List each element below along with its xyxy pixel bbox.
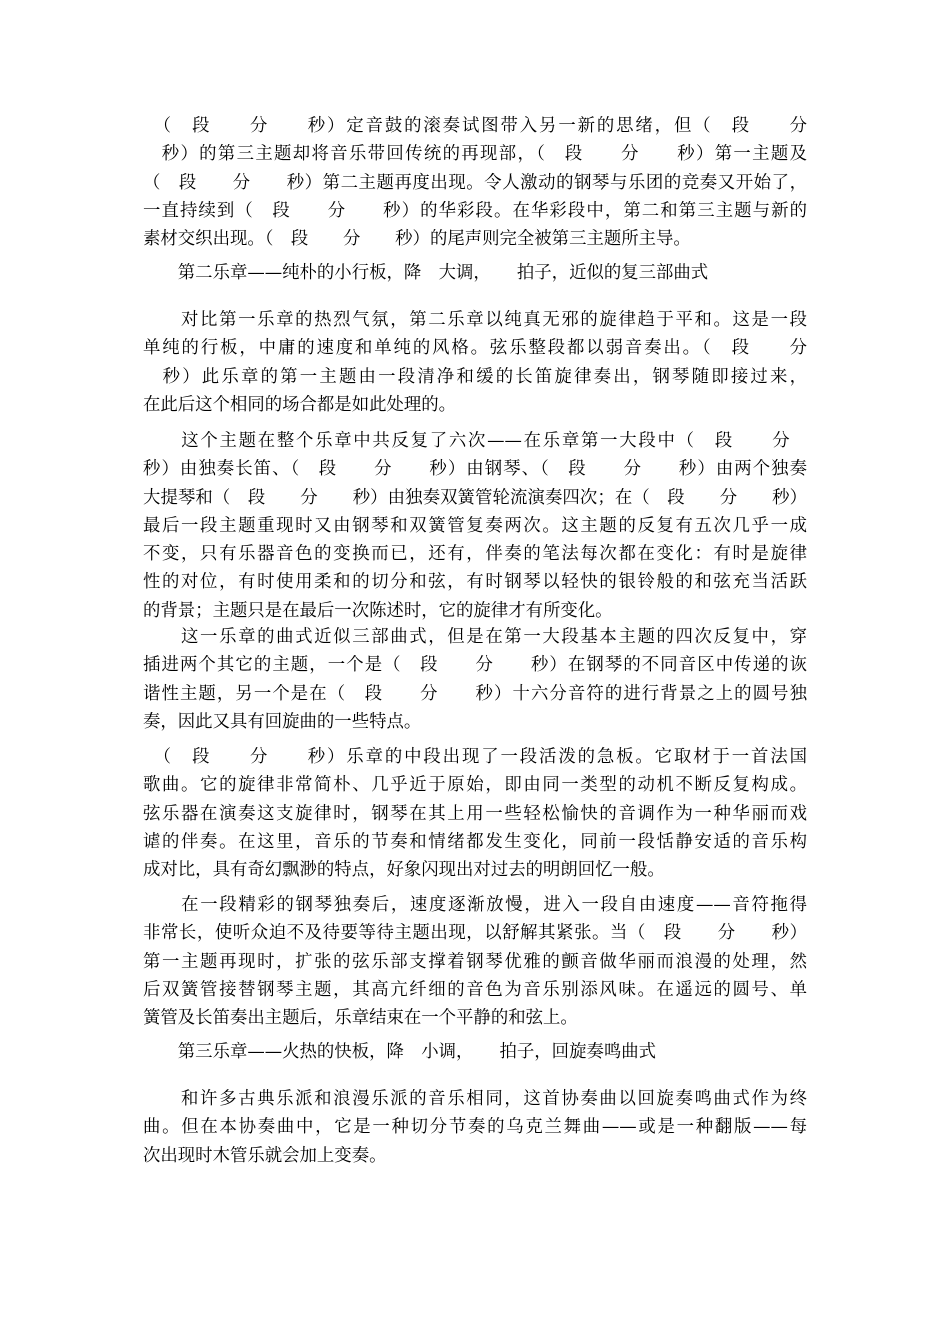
text-line: 素材交织出现。（ 段 分 秒）的尾声则完全被第三主题所主导。	[143, 229, 691, 250]
heading-third-movement	[143, 1038, 807, 1066]
text-line: 弦乐器在演奏这支旋律时，钢琴在其上用一些轻松愉快的音调作为一种华丽而戏	[143, 803, 807, 824]
text-line: 最后一段主题重现时又由钢琴和双簧管复奏两次。这主题的反复有五次几乎一成	[143, 515, 807, 536]
text-line: 和许多古典乐派和浪漫乐派的音乐相同，这首协奏曲以回旋奏鸣曲式作为终	[143, 1089, 807, 1109]
paragraph-theme-repetitions	[143, 427, 807, 625]
text-line: 大提琴和（ 段 分 秒）由独奏双簧管轮流演奏四次；在（ 段 分 秒）	[143, 487, 807, 508]
text-line: 奏，因此又具有回旋曲的一些特点。	[143, 711, 422, 732]
text-line: 非常长，使听众迫不及待要等待主题出现，以舒解其紧张。当（ 段 分 秒）	[143, 923, 807, 944]
text-line: 后双簧管接替钢琴主题，其高亢纤细的音色为音乐别添风味。在遥远的圆号、单	[143, 979, 807, 1000]
paragraph-third-movement-intro	[143, 1085, 807, 1170]
paragraph-piano-solo	[143, 891, 807, 1032]
text-line: 秒）此乐章的第一主题由一段清净和缓的长笛旋律奏出，钢琴随即接过来，	[143, 366, 807, 387]
paragraph-middle-section	[143, 743, 807, 884]
text-line: 曲。但在本协奏曲中，它是一种切分节奏的乌克兰舞曲——或是一种翻版——每	[143, 1117, 807, 1138]
text-line: 的背景；主题只是在最后一次陈述时，它的旋律才有所变化。	[143, 600, 613, 621]
text-line: 这个主题在整个乐章中共反复了六次——在乐章第一大段中（ 段 分	[143, 431, 807, 451]
heading-text: 第二乐章——纯朴的小行板，降 大调， 拍子，近似的复三部曲式	[143, 263, 709, 283]
text-line: （ 段 分 秒）定音鼓的滚奏试图带入另一新的思绪，但（ 段 分	[143, 116, 807, 136]
text-line: 簧管及长笛奏出主题后，乐章结束在一个平静的和弦上。	[143, 1008, 578, 1029]
text-line: （ 段 分 秒）第二主题再度出现。令人激动的钢琴与乐团的竞奏又开始了，	[143, 172, 807, 193]
text-line: （ 段 分 秒）乐章的中段出现了一段活泼的急板。它取材于一首法国	[143, 747, 807, 767]
text-line: 秒）由独奏长笛、（ 段 分 秒）由钢琴、（ 段 分 秒）由两个独奏	[143, 459, 807, 480]
paragraph-first-movement-coda	[143, 112, 807, 253]
text-line: 次出现时木管乐就会加上变奏。	[143, 1145, 387, 1166]
heading-text: 第三乐章——火热的快板，降 小调， 拍子，回旋奏鸣曲式	[143, 1042, 657, 1062]
heading-second-movement	[143, 259, 807, 287]
text-line: 单纯的行板，中庸的速度和单纯的风格。弦乐整段都以弱音奏出。（ 段 分	[143, 338, 807, 359]
text-line: 一直持续到（ 段 分 秒）的华彩段。在华彩段中，第二和第三主题与新的	[143, 200, 807, 221]
text-line: 在一段精彩的钢琴独奏后，速度逐渐放慢，进入一段自由速度——音符拖得	[143, 895, 807, 915]
text-line: 秒）的第三主题却将音乐带回传统的再现部，（ 段 分 秒）第一主题及	[143, 144, 807, 165]
paragraph-second-movement-intro	[143, 306, 807, 419]
text-line: 对比第一乐章的热烈气氛，第二乐章以纯真无邪的旋律趋于平和。这是一段	[143, 310, 807, 330]
text-line: 谑的伴奏。在这里，音乐的节奏和情绪都发生变化，同前一段恬静安适的音乐构	[143, 831, 807, 852]
text-line: 成对比，具有奇幻飘渺的特点，好象闪现出对过去的明朗回忆一般。	[143, 860, 665, 881]
text-line: 第一主题再现时，扩张的弦乐部支撑着钢琴优雅的颤音做华丽而浪漫的处理，然	[143, 951, 807, 972]
text-line: 插进两个其它的主题，一个是（ 段 分 秒）在钢琴的不同音区中传递的诙	[143, 655, 807, 676]
paragraph-form-analysis	[143, 623, 807, 736]
text-line: 这一乐章的曲式近似三部曲式，但是在第一大段基本主题的四次反复中，穿	[143, 627, 807, 647]
text-line: 性的对位，有时使用柔和的切分和弦，有时钢琴以轻快的银铃般的和弦充当活跃	[143, 572, 807, 593]
text-line: 歌曲。它的旋律非常简朴、几乎近于原始，即由同一类型的动机不断反复构成。	[143, 775, 807, 796]
text-line: 谐性主题，另一个是在（ 段 分 秒）十六分音符的进行背景之上的圆号独	[143, 683, 807, 704]
text-line: 在此后这个相同的场合都是如此处理的。	[143, 394, 457, 415]
text-line: 不变，只有乐器音色的变换而已，还有，伴奏的笔法每次都在变化：有时是旋律	[143, 544, 807, 565]
